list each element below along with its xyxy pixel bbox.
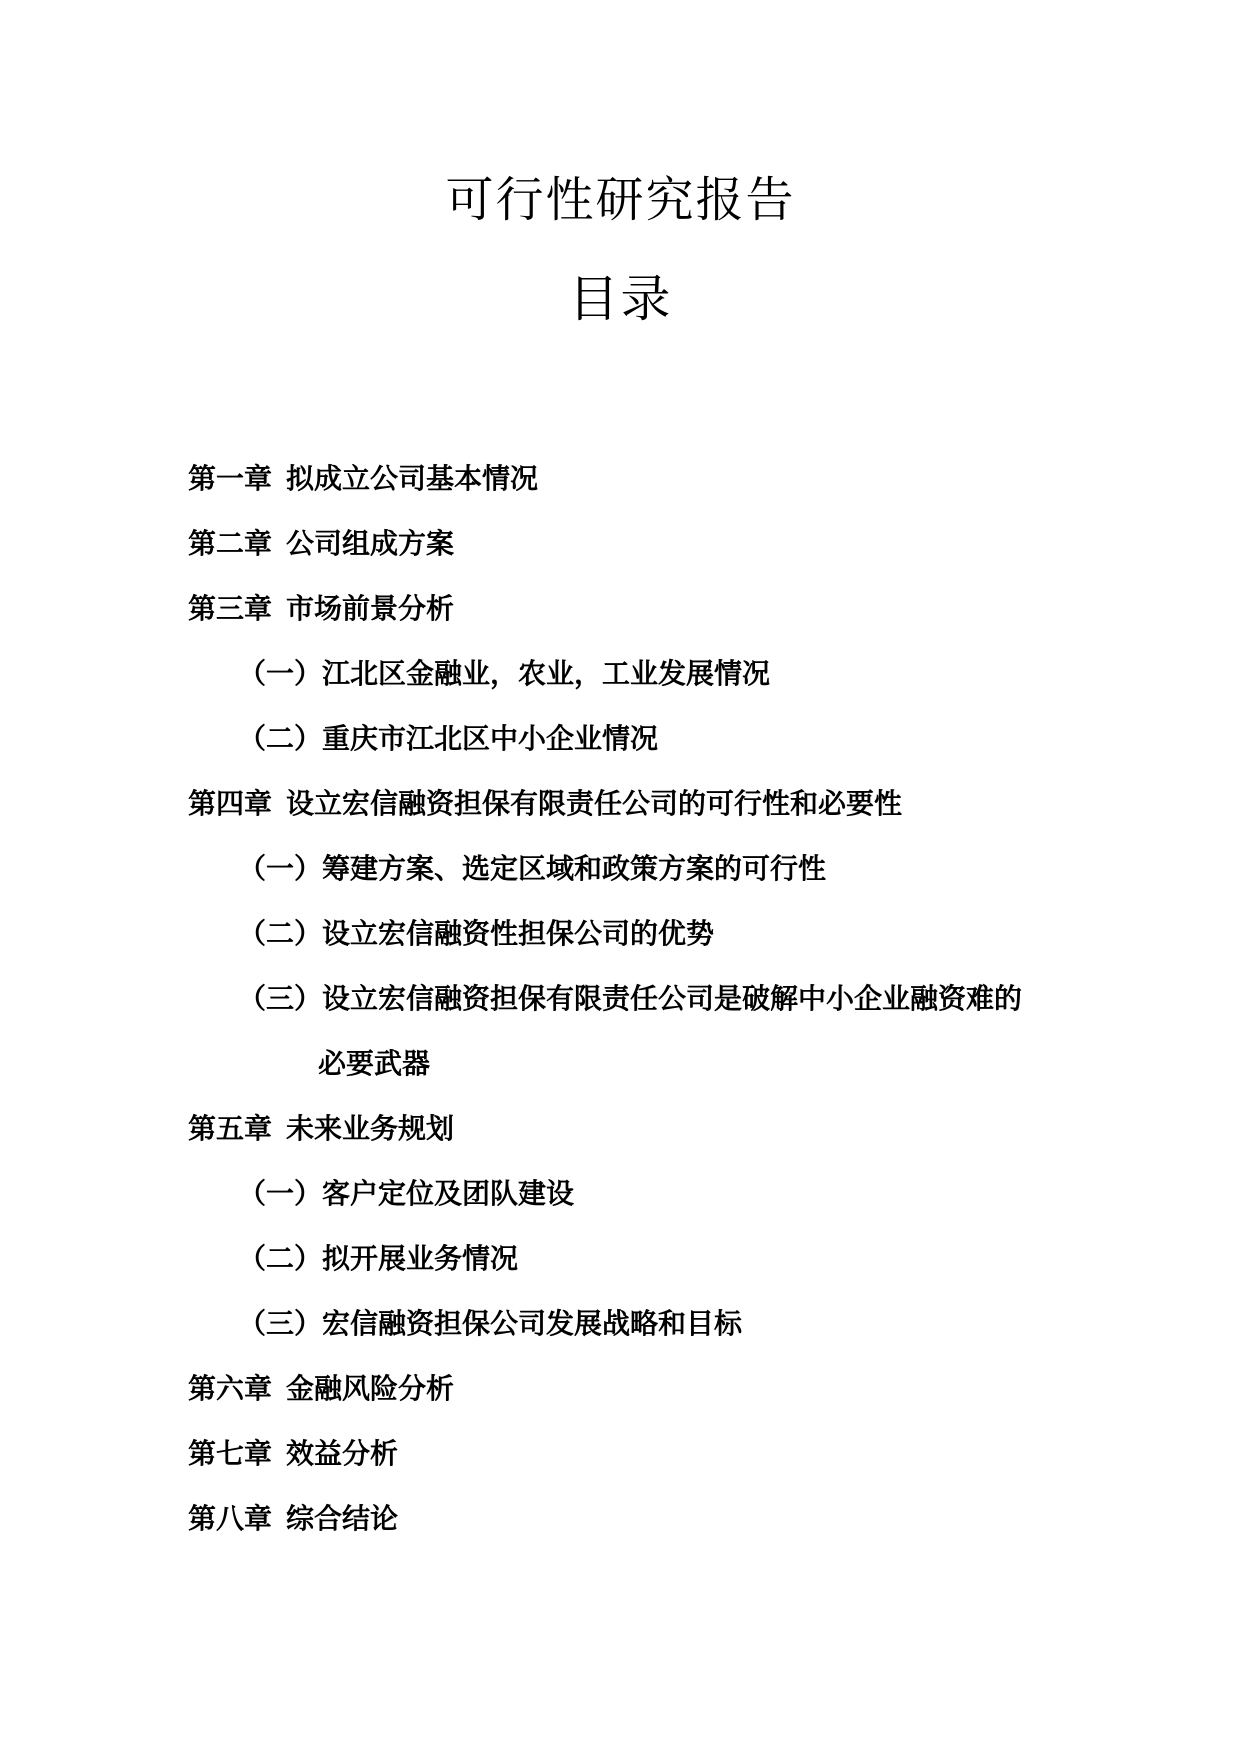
toc-entry-number: （二） [238,1242,323,1275]
toc-entry-title: 市场前景分析 [286,592,455,625]
toc-section-entry [188,1226,1088,1291]
toc-chapter-entry [188,1421,1088,1486]
toc-entry-number: 第三章 [188,592,273,625]
toc-entry-title: 设立宏信融资担保有限责任公司的可行性和必要性 [286,787,903,820]
toc-entry-continuation [188,1031,1088,1096]
toc-entry-title: 金融风险分析 [286,1372,455,1405]
toc-entry-number: （三） [238,982,323,1015]
toc-chapter-entry [188,1486,1088,1551]
toc-entry-number: 第四章 [188,787,273,820]
toc-section-entry [188,1291,1088,1356]
toc-entry-title: 拟成立公司基本情况 [286,462,539,495]
toc-section-entry [188,836,1088,901]
toc-entry-number: 第二章 [188,527,273,560]
toc-chapter-entry [188,1356,1088,1421]
toc-entry-number: （三） [238,1307,323,1340]
toc-section-entry [188,1161,1088,1226]
toc-entry-number: （一） [238,852,323,885]
toc-section-entry [188,966,1088,1031]
toc-chapter-entry [188,771,1088,836]
toc-entry-title: 筹建方案、选定区域和政策方案的可行性 [322,852,827,885]
document-title: 可行性研究报告 [445,172,796,228]
toc-entry-number: （二） [238,722,323,755]
toc-entry-number: （二） [238,917,323,950]
toc-entry-title: 设立宏信融资担保有限责任公司是破解中小企业融资难的 [322,982,1023,1015]
toc-entry-number: 第八章 [188,1502,273,1535]
toc-entry-title: 综合结论 [286,1502,399,1535]
toc-chapter-entry [188,1096,1088,1161]
toc-entry-number: 第七章 [188,1437,273,1470]
toc-entry-number: 第一章 [188,462,273,495]
toc-chapter-entry [188,511,1088,576]
toc-chapter-entry [188,576,1088,641]
toc-entry-title: 重庆市江北区中小企业情况 [322,722,659,755]
toc-entry-title: 效益分析 [286,1437,399,1470]
toc-entry-title: 设立宏信融资性担保公司的优势 [322,917,715,950]
toc-entry-title: 拟开展业务情况 [322,1242,519,1275]
toc-entry-number: 第六章 [188,1372,273,1405]
toc-chapter-entry [188,446,1088,511]
toc-entry-number: （一） [238,1177,323,1210]
toc-entry-title: 客户定位及团队建设 [322,1177,575,1210]
table-of-contents [188,446,1088,1551]
toc-entry-title: 必要武器 [318,1047,431,1080]
toc-section-entry [188,641,1088,706]
toc-entry-number: 第五章 [188,1112,273,1145]
toc-entry-title: 宏信融资担保公司发展战略和目标 [322,1307,743,1340]
toc-entry-title: 未来业务规划 [286,1112,455,1145]
toc-entry-title: 江北区金融业，农业，工业发展情况 [322,657,771,690]
toc-heading: 目录 [568,270,673,328]
toc-entry-title: 公司组成方案 [286,527,455,560]
toc-section-entry [188,901,1088,966]
toc-section-entry [188,706,1088,771]
toc-entry-number: （一） [238,657,323,690]
